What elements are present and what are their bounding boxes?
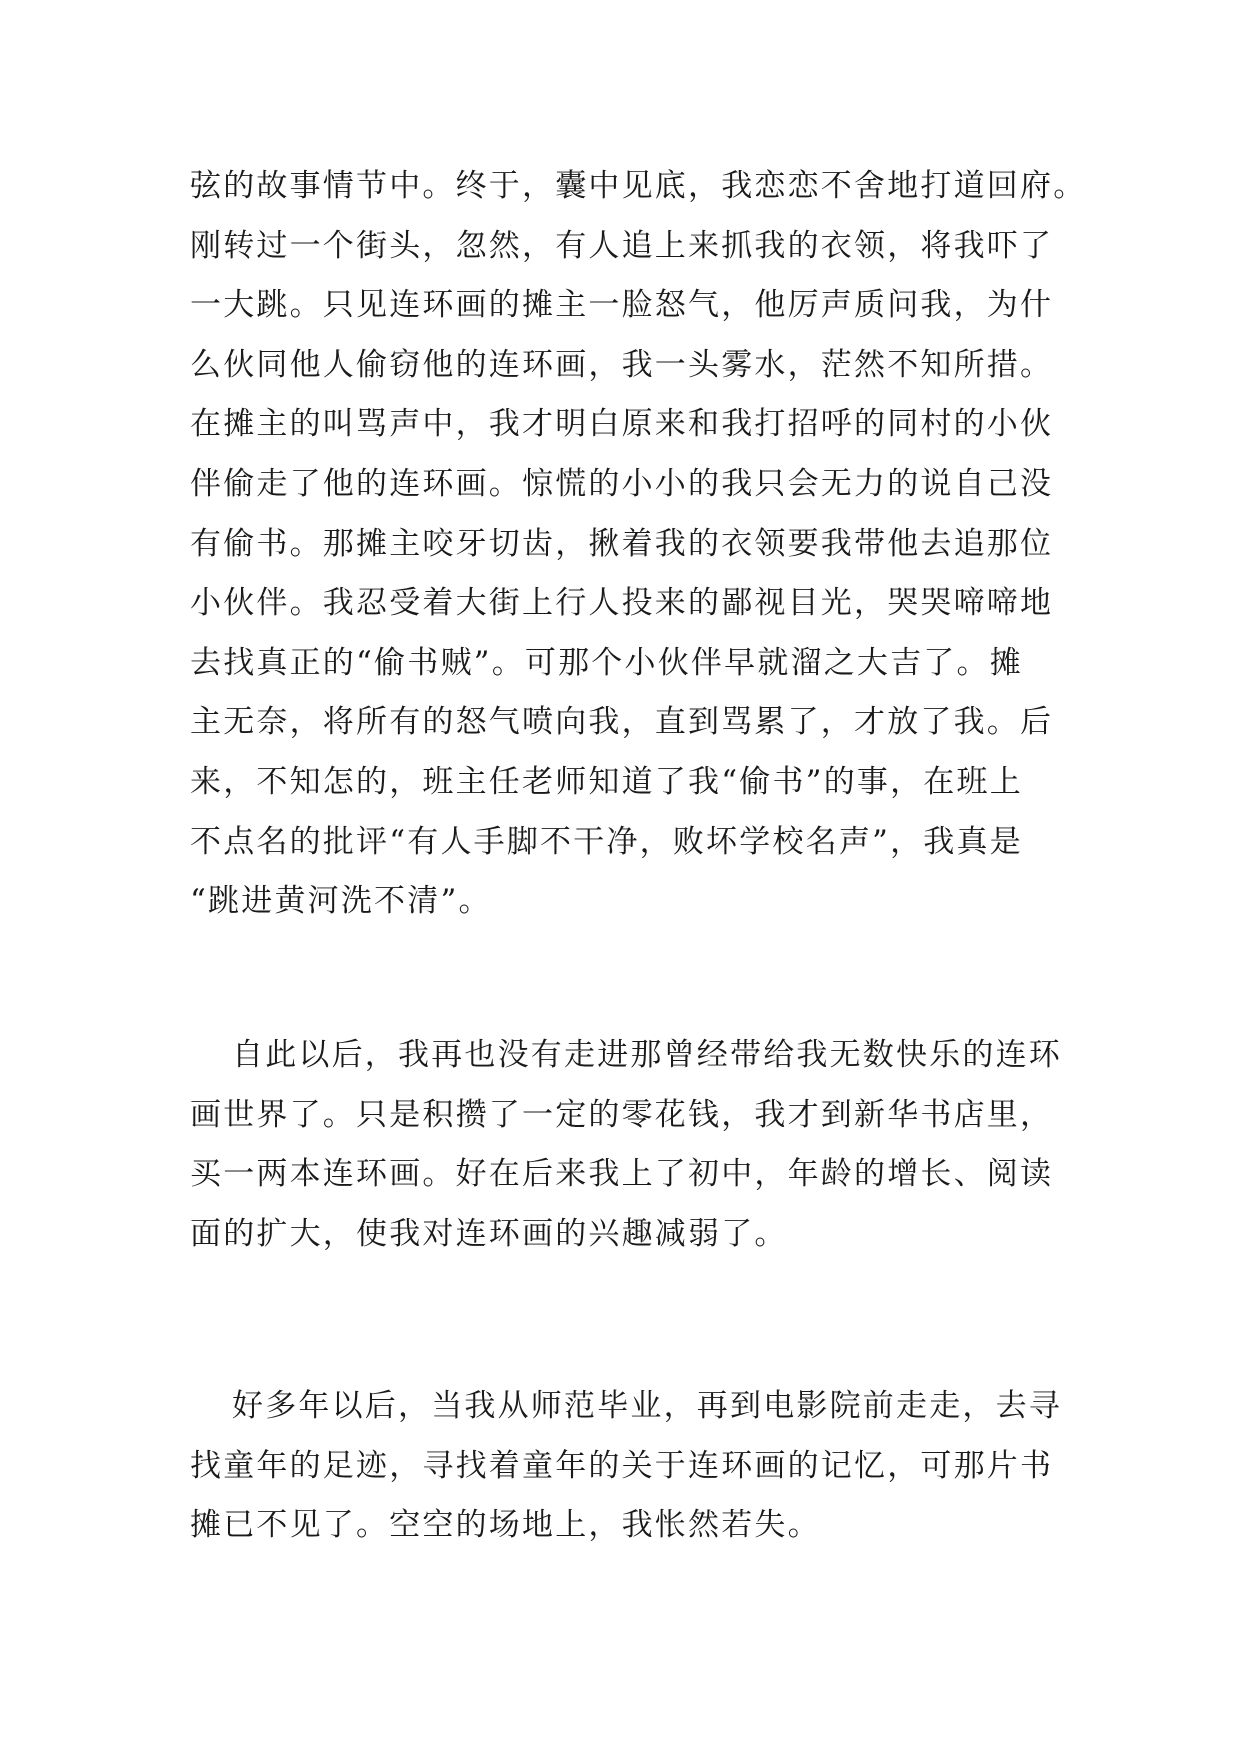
text-line: 摊已不见了。空空的场地上，我怅然若失。 — [190, 1507, 821, 1544]
text-line: 么伙同他人偷窃他的连环画，我一头雾水，茫然不知所措。 — [190, 346, 1054, 383]
text-line: 主无奈，将所有的怒气喷向我，直到骂累了，才放了我。后 — [190, 704, 1054, 741]
paragraph-2 — [190, 1026, 1070, 1264]
text-line: 伴偷走了他的连环画。惊慌的小小的我只会无力的说自己没 — [190, 465, 1054, 502]
text-line: 找童年的足迹，寻找着童年的关于连环画的记忆，可那片书 — [190, 1447, 1054, 1484]
text-line: 去找真正的“偷书贼”。可那个小伙伴早就溜之大吉了。摊 — [190, 644, 1023, 681]
text-line: 自此以后，我再也没有走进那曾经带给我无数快乐的连环 — [232, 1037, 1062, 1073]
text-line: 好多年以后，当我从师范毕业，再到电影院前走走，去寻 — [232, 1388, 1062, 1424]
text-line: 不点名的批评“有人手脚不干净，败坏学校名声”，我真是 — [190, 823, 1023, 860]
text-line: 面的扩大，使我对连环画的兴趣减弱了。 — [190, 1215, 788, 1252]
text-line: 小伙伴。我忍受着大街上行人投来的鄙视目光，哭哭啼啼地 — [190, 585, 1054, 622]
text-line: “跳进黄河洗不清”。 — [190, 883, 492, 920]
text-line: 一大跳。只见连环画的摊主一脸怒气，他厉声质问我，为什 — [190, 287, 1054, 324]
text-line: 有偷书。那摊主咬牙切齿，揪着我的衣领要我带他去追那位 — [190, 525, 1054, 562]
text-line: 弦的故事情节中。终于，囊中见底，我恋恋不舍地打道回府。 — [190, 168, 1087, 204]
text-line: 在摊主的叫骂声中，我才明白原来和我打招呼的同村的小伙 — [190, 406, 1054, 443]
text-line: 来，不知怎的，班主任老师知道了我“偷书”的事，在班上 — [190, 763, 1023, 800]
text-line: 画世界了。只是积攒了一定的零花钱，我才到新华书店里， — [190, 1096, 1054, 1133]
paragraph-1 — [190, 157, 1087, 932]
text-line: 刚转过一个街头，忽然，有人追上来抓我的衣领，将我吓了 — [190, 227, 1054, 264]
text-line: 买一两本连环画。好在后来我上了初中，年龄的增长、阅读 — [190, 1156, 1054, 1193]
paragraph-3 — [190, 1377, 1070, 1556]
